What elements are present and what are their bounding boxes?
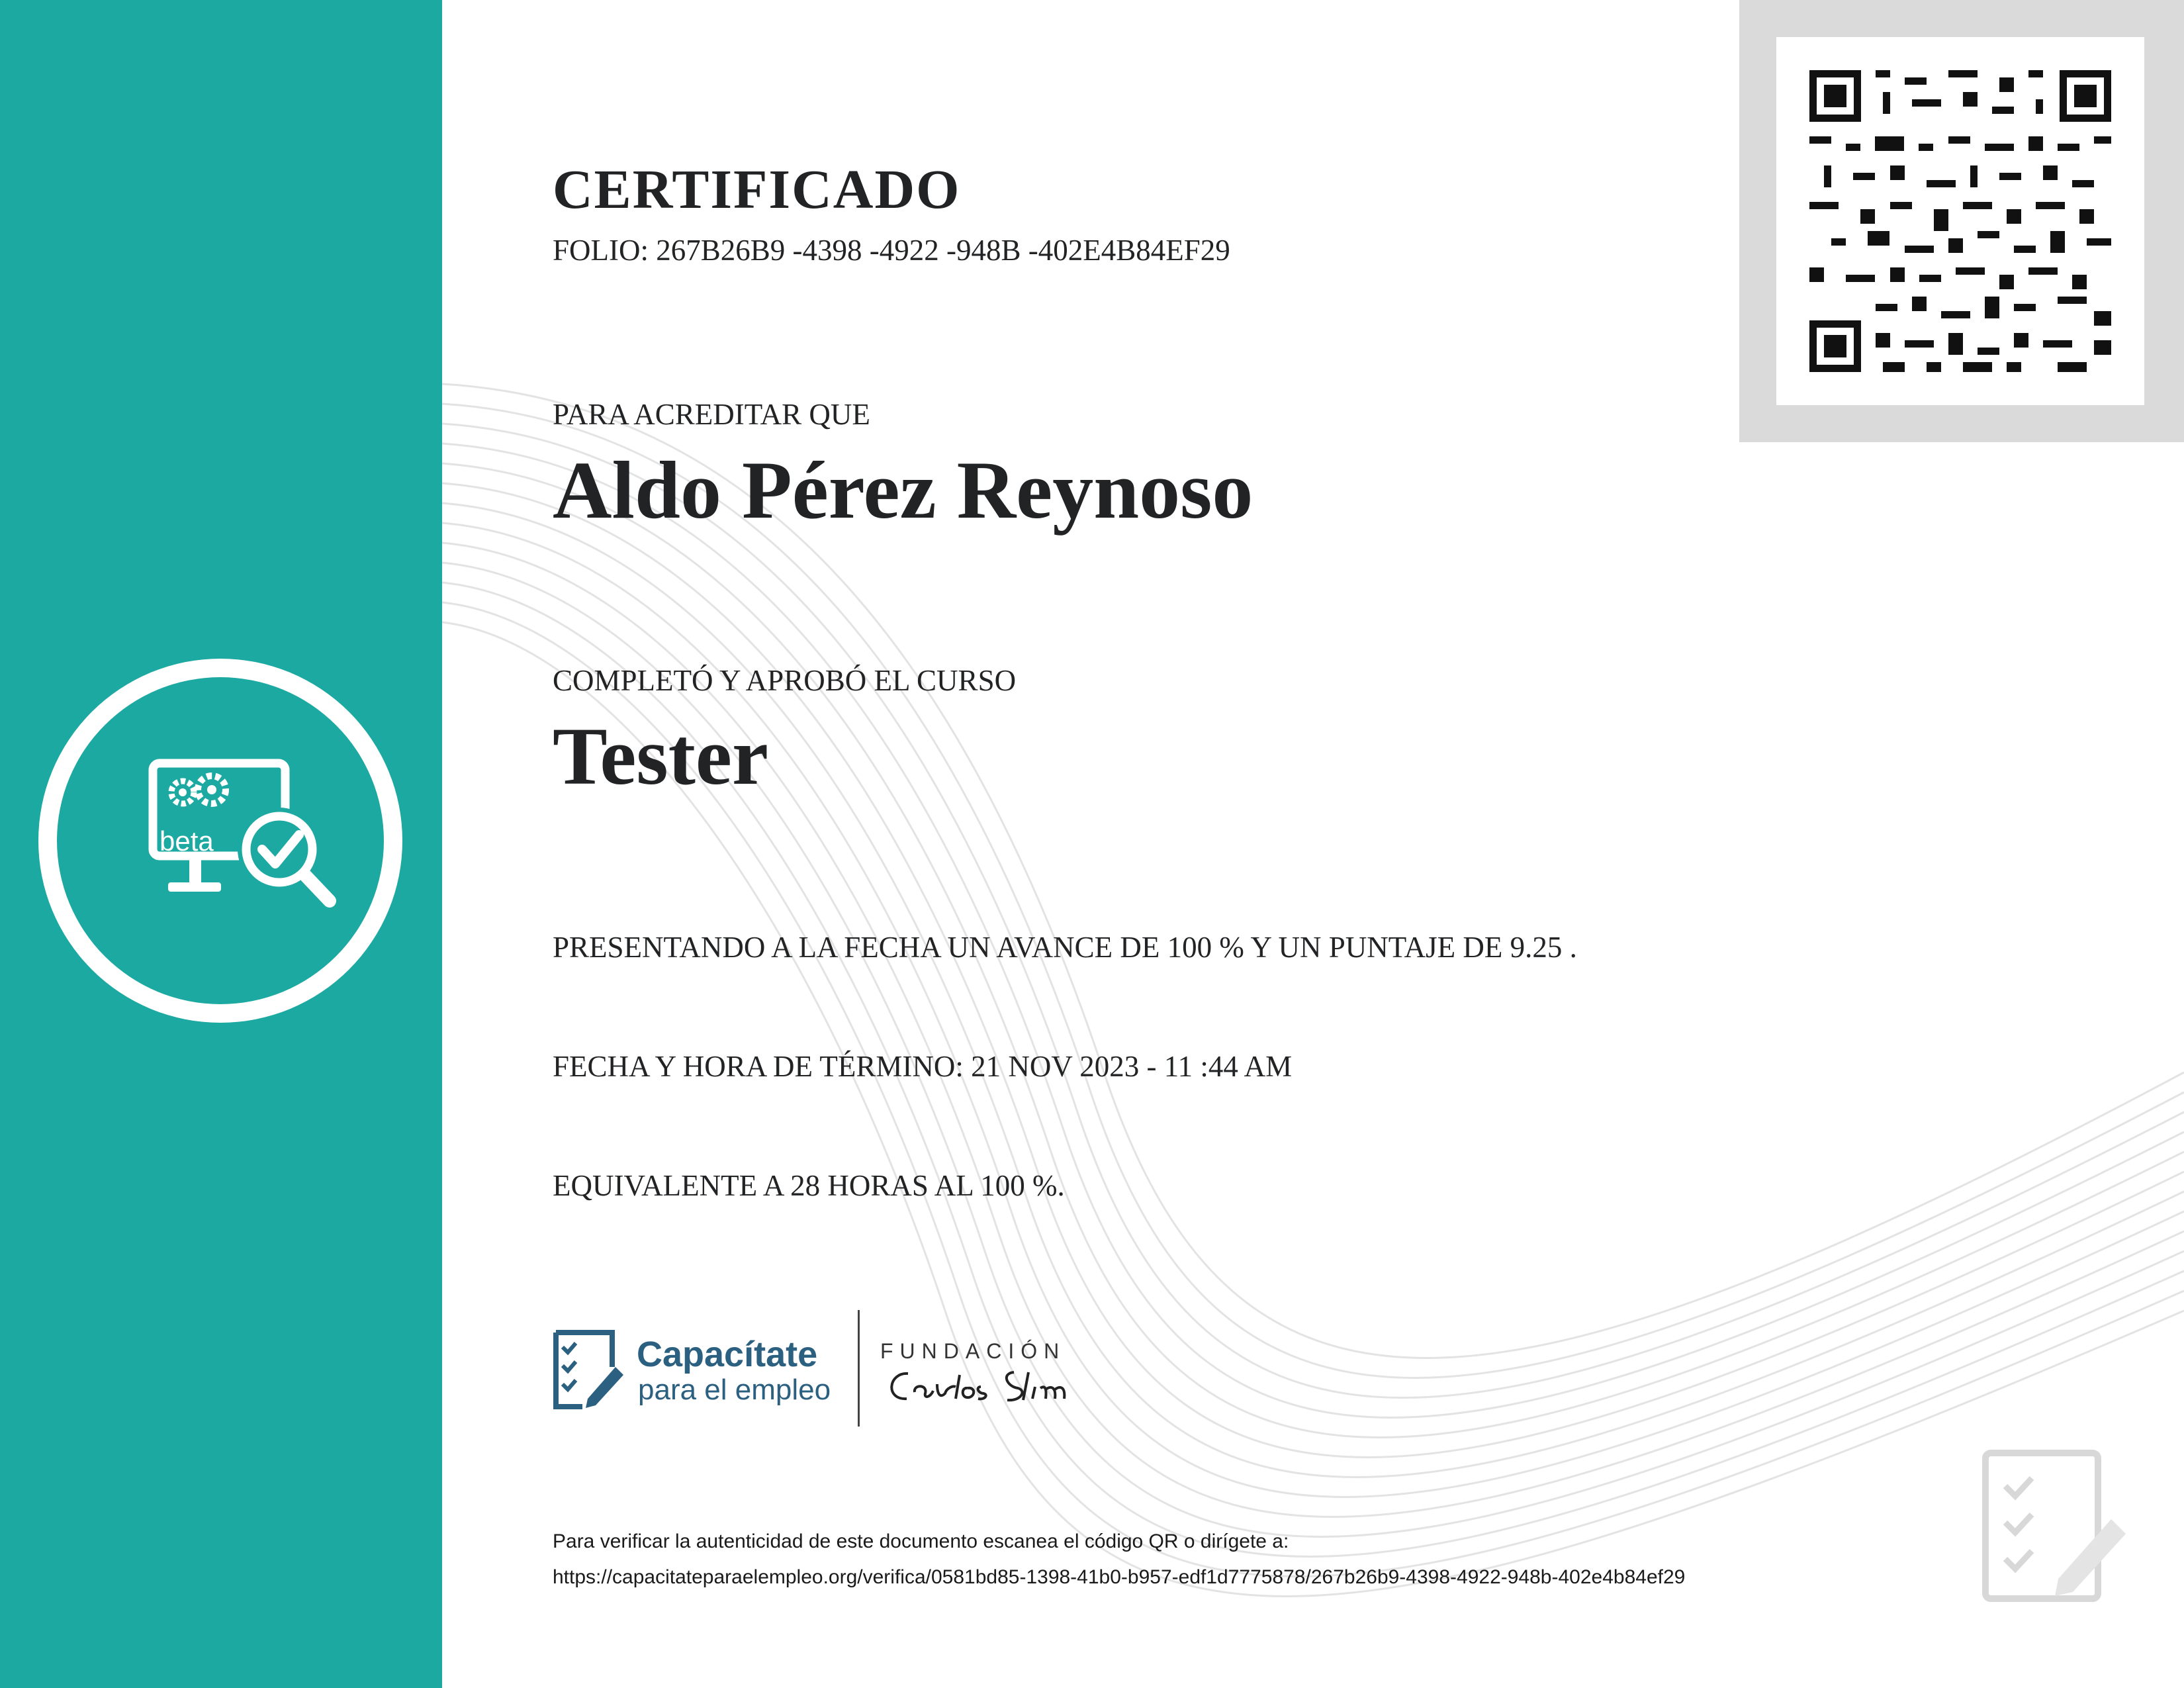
gear-icon [198,776,226,804]
verification-url[interactable]: https://capacitateparaelempleo.org/verifica/0581bd85-1398-41b0-b957-edf1d7775878/267b26b9-4398-4922-948b-402e4b84ef29 [553,1566,1686,1588]
watermark-checklist-icon [1979,1446,2131,1612]
course-badge-inner [57,677,384,1004]
course-name: Tester [553,711,768,802]
recipient-name: Aldo Pérez Reynoso [553,445,1253,536]
finish-datetime-line: FECHA Y HORA DE TÉRMINO: 21 NOV 2023 - 11 :44 AM [553,1050,1293,1083]
course-badge [38,659,402,1023]
magnifier-check-icon [238,808,330,901]
checklist-pencil-icon [549,1327,629,1420]
qr-frame [1739,0,2184,442]
course-intro-label: COMPLETÓ Y APROBÓ EL CURSO [553,664,1017,697]
logo-divider [858,1310,860,1427]
verification-instruction: Para verificar la autenticidad de este documento escanea el código QR o dirígete a: [553,1530,1289,1552]
background-wave-pattern [442,344,2184,1688]
accredit-label: PARA ACREDITAR QUE [553,398,870,431]
qr-code-panel [1776,37,2144,405]
gear-icon [171,781,194,804]
partner-logos [549,1307,1145,1440]
capacitate-logo-title: Capacítate [637,1335,818,1374]
certificate-title: CERTIFICADO [553,159,961,220]
monitor-magnifier-check-icon [57,677,384,1004]
carlos-slim-signature [882,1360,1107,1413]
folio-number: FOLIO: 267B26B9 -4398 -4922 -948B -402E4B84EF29 [553,234,1230,267]
qr-code [1809,70,2111,372]
badge-label: beta [159,825,214,857]
hours-equivalence-line: EQUIVALENTE A 28 HORAS AL 100 %. [553,1169,1065,1202]
fundacion-label: FUNDACIÓN [880,1339,1066,1363]
progress-score-line: PRESENTANDO A LA FECHA UN AVANCE DE 100 % Y UN PUNTAJE DE 9.25 . [553,931,1577,964]
fundacion-signature [882,1360,1107,1422]
sidebar-band [0,0,442,1688]
capacitate-logo-subtitle: para el empleo [638,1374,831,1406]
